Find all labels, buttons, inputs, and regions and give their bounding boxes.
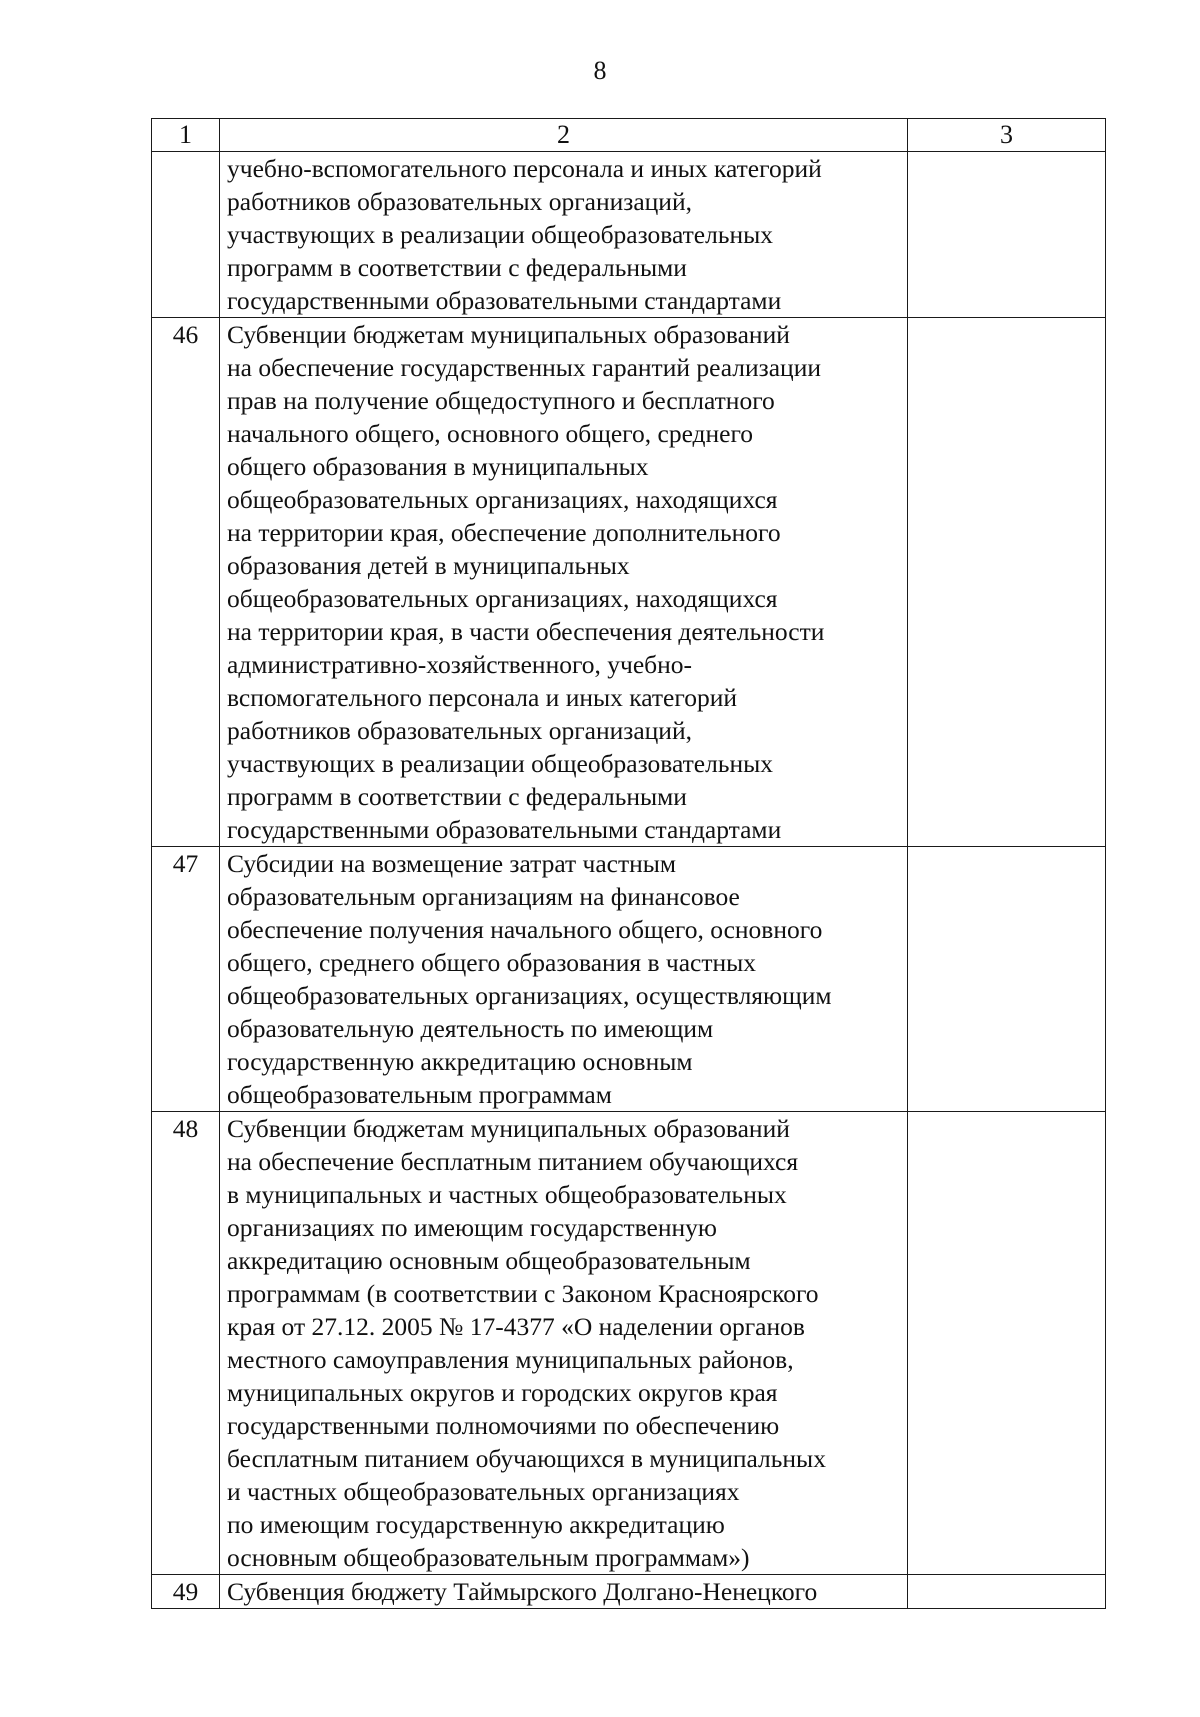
description-line: государственными полномочиями по обеспечению: [227, 1411, 780, 1440]
table-row: [152, 318, 1106, 847]
description-line: и частных общеобразовательных организациях: [227, 1477, 740, 1506]
description-line: Субсидии на возмещение затрат частным: [227, 849, 677, 878]
description-line: на обеспечение государственных гарантий реализации: [227, 353, 821, 382]
column-header-2: 2: [220, 119, 908, 152]
description-line: Субвенции бюджетам муниципальных образований: [227, 1114, 790, 1143]
description-line: государственными образовательными стандартами: [227, 286, 782, 315]
description-line: муниципальных округов и городских округов края: [227, 1378, 778, 1407]
description-line: аккредитацию основным общеобразовательным: [227, 1246, 751, 1275]
table-row: [152, 152, 1106, 318]
description-line: общеобразовательных организациях, находящихся: [227, 584, 778, 613]
description-line: общего образования в муниципальных: [227, 452, 649, 481]
description-line: образования детей в муниципальных: [227, 551, 630, 580]
description-line: образовательным организациям на финансовое: [227, 882, 740, 911]
description-line: учебно-вспомогательного персонала и иных категорий: [227, 154, 822, 183]
description-line: работников образовательных организаций,: [227, 187, 692, 216]
row-number: 46: [152, 318, 220, 847]
description-line: прав на получение общедоступного и бесплатного: [227, 386, 775, 415]
description-line: административно-хозяйственного, учебно-: [227, 650, 693, 679]
row-description: [220, 847, 908, 1112]
description-line: общеобразовательных организациях, осуществляющим: [227, 981, 832, 1010]
description-line: на обеспечение бесплатным питанием обучающихся: [227, 1147, 799, 1176]
description-line: на территории края, в части обеспечения деятельности: [227, 617, 825, 646]
column-header-3: 3: [908, 119, 1106, 152]
column-header-1: 1: [152, 119, 220, 152]
row-column-3: [908, 318, 1106, 847]
description-line: участвующих в реализации общеобразовательных: [227, 749, 773, 778]
description-line: края от 27.12. 2005 № 17-4377 «О наделении органов: [227, 1312, 805, 1341]
description-line: общеобразовательных организациях, находящихся: [227, 485, 778, 514]
row-description: [220, 1112, 908, 1575]
row-column-3: [908, 152, 1106, 318]
description-line: основным общеобразовательным программам»): [227, 1543, 750, 1572]
description-line: государственную аккредитацию основным: [227, 1047, 693, 1076]
row-number: 48: [152, 1112, 220, 1575]
description-line: программ в соответствии с федеральными: [227, 782, 687, 811]
row-column-3: [908, 847, 1106, 1112]
page-number: 8: [593, 56, 607, 85]
table-row: [152, 847, 1106, 1112]
table-header-row: [152, 119, 1106, 152]
row-description: [220, 318, 908, 847]
description-line: участвующих в реализации общеобразовательных: [227, 220, 773, 249]
table-row: [152, 1575, 1106, 1609]
description-line: вспомогательного персонала и иных категорий: [227, 683, 737, 712]
row-number: [152, 152, 220, 318]
description-line: по имеющим государственную аккредитацию: [227, 1510, 725, 1539]
description-line: организациях по имеющим государственную: [227, 1213, 717, 1242]
description-line: начального общего, основного общего, среднего: [227, 419, 754, 448]
description-line: программам (в соответствии с Законом Красноярского: [227, 1279, 819, 1308]
description-line: Субвенция бюджету Таймырского Долгано-Ненецкого: [227, 1577, 818, 1606]
description-line: общеобразовательным программам: [227, 1080, 612, 1109]
description-line: в муниципальных и частных общеобразовательных: [227, 1180, 787, 1209]
description-line: образовательную деятельность по имеющим: [227, 1014, 714, 1043]
row-column-3: [908, 1575, 1106, 1609]
row-number: 47: [152, 847, 220, 1112]
description-line: бесплатным питанием обучающихся в муниципальных: [227, 1444, 826, 1473]
description-line: обеспечение получения начального общего, основного: [227, 915, 823, 944]
description-line: государственными образовательными стандартами: [227, 815, 782, 844]
description-line: Субвенции бюджетам муниципальных образований: [227, 320, 790, 349]
description-line: местного самоуправления муниципальных районов,: [227, 1345, 794, 1374]
row-number: 49: [152, 1575, 220, 1609]
description-line: программ в соответствии с федеральными: [227, 253, 687, 282]
row-description: [220, 1575, 908, 1609]
description-line: работников образовательных организаций,: [227, 716, 692, 745]
table-row: [152, 1112, 1106, 1575]
document-table: [151, 118, 1106, 1609]
description-line: на территории края, обеспечение дополнительного: [227, 518, 781, 547]
row-description: [220, 152, 908, 318]
row-column-3: [908, 1112, 1106, 1575]
description-line: общего, среднего общего образования в частных: [227, 948, 757, 977]
